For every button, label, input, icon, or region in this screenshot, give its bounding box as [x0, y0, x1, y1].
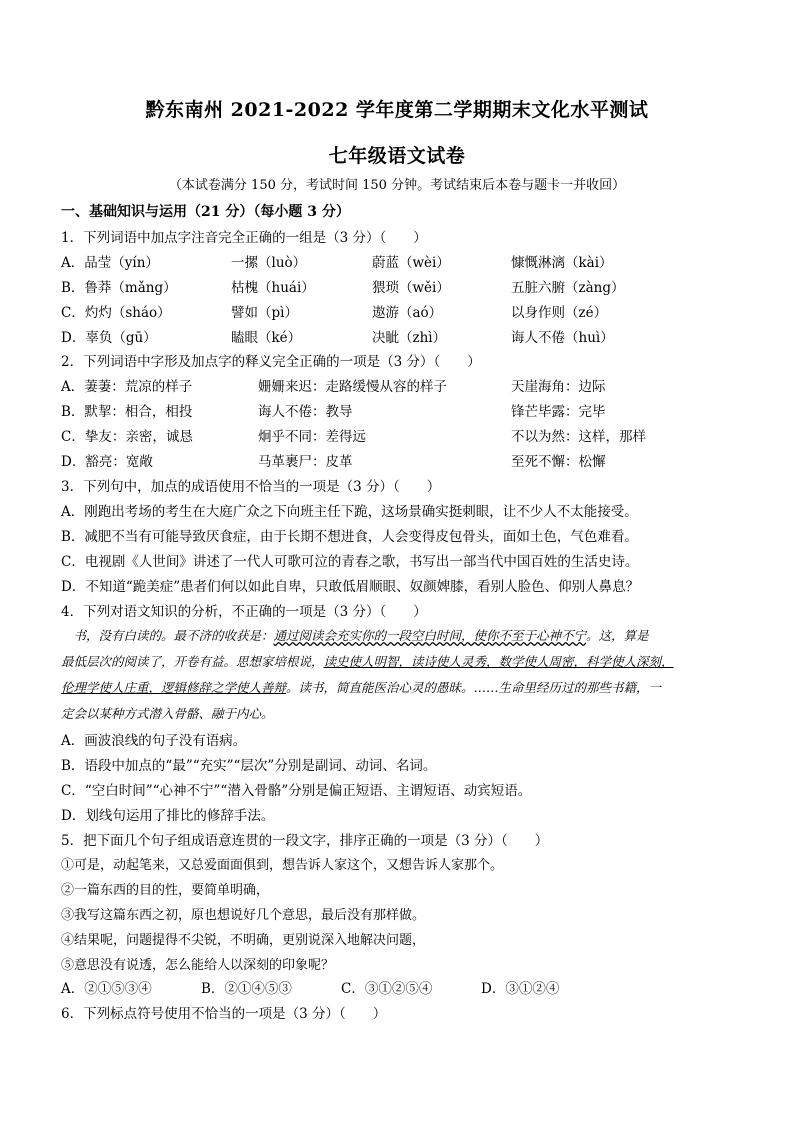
q1-d-4: 诲人不倦（huì）	[511, 330, 614, 346]
q4-option-a: A．画波浪线的句子没有语病。	[61, 733, 247, 749]
q5-sentence-4: ④结果呢，问题提得不尖锐，不明确，更别说深入地解决问题，	[61, 933, 426, 948]
q2-c-3: 不以为然：这样，那样	[511, 429, 646, 445]
q5-sentence-2: ②一篇东西的目的性，要简单明确，	[61, 883, 270, 898]
q2-d-2: 马革裹尸：皮革	[258, 454, 353, 470]
q2-d-1: D．豁亮：宽敞	[61, 454, 153, 470]
q6-stem: 6．下列标点符号使用不恰当的一项是（3 分）（ ）	[61, 1006, 387, 1022]
q4-underlined-2: 伦理学使人庄重，逻辑修辞之学使人善辩	[61, 680, 287, 695]
exam-subtitle: 七年级语文试卷	[328, 145, 466, 167]
q3-option-c: C．电视剧《人世间》讲述了一代人可歌可泣的青春之歌，书写出一部当代中国百姓的生活史诗。	[61, 554, 639, 570]
q4-wavy-sentence: 通过阅读会充实你的一段空白时间，使你不至于心神不宁	[273, 628, 587, 643]
q1-a-1: A．品莹（yín）	[61, 255, 159, 271]
q2-a-1: A．萋萋：荒凉的样子	[61, 379, 193, 395]
q1-b-3: 猥琐（wěi）	[372, 280, 450, 296]
q3-option-d: D．不知道“跪美症”患者们何以如此自卑，只敢低眉顺眼、奴颜婢膝，看别人脸色、仰别人鼻息？	[61, 579, 640, 595]
q5-answer-d: D．③①②④	[481, 981, 560, 997]
q1-a-4: 慷慨淋漓（kài）	[511, 255, 613, 271]
q2-b-1: B．默挈：相合，相投	[61, 404, 193, 420]
q4-underlined-1: 读史使人明智，读诗使人灵秀，数学使人周密，科学使人深刻，	[323, 654, 674, 669]
q2-a-3: 天崖海角：边际	[511, 379, 606, 395]
q1-b-1: B．鲁莽（mǎng）	[61, 280, 177, 296]
q1-stem: 1．下列词语中加点字注音完全正确的一组是（3 分）（ ）	[61, 230, 427, 246]
q1-c-4: 以身作则（zé）	[511, 305, 608, 321]
q5-sentence-5: ⑤意思没有说透，怎么能给人以深刻的印象呢？	[61, 958, 335, 973]
q1-d-1: D．辜负（gū）	[61, 330, 157, 346]
q1-a-2: 一摞（luò）	[231, 255, 307, 271]
q1-c-1: C．灼灼（sháo）	[61, 305, 171, 321]
q4-option-b: B．语段中加点的“最”“充实”“层次”分别是副词、动词、名词。	[61, 758, 437, 774]
section-heading: 一、基础知识与运用（21 分）（每小题 3 分）	[61, 204, 350, 220]
q1-b-2: 枯槐（huái）	[231, 280, 315, 296]
q4-p2a: 最低层次的阅读了，开卷有益。思想家培根说，	[61, 654, 324, 669]
q4-option-d: D．划线句运用了排比的修辞手法。	[61, 808, 275, 824]
q5-answer-b: B．②①④⑤③	[201, 981, 292, 997]
q2-a-2: 姗姗来迟：走路缓慢从容的样子	[258, 379, 447, 395]
q5-sentence-3: ③我写这篇东西之初，原也想说好几个意思，最后没有那样做。	[61, 908, 426, 923]
q1-c-2: 譬如（pì）	[231, 305, 298, 321]
exam-title: 黔东南州 2021-2022 学年度第二学期期末文化水平测试	[145, 99, 649, 121]
q4-p1c: 。这，算是	[586, 628, 649, 643]
q4-p1a: 书，没有白读的。最不济的收获是：	[61, 628, 274, 643]
q4-p3b: 。读书，简直能医治心灵的愚昧。……生命里经历过的那些书籍，一	[286, 680, 662, 695]
q4-option-c: C．“空白时间”“心神不宁”“潜入骨骼”分别是偏正短语、主谓短语、动宾短语。	[61, 783, 532, 799]
q5-answer-c: C．③①②⑤④	[341, 981, 433, 997]
q1-d-3: 决眦（zhì）	[372, 330, 447, 346]
q3-option-b: B．减肥不当有可能导致厌食症，由于长期不想进食，人会变得皮包骨头，面如土色，气色难看。	[61, 529, 638, 545]
q4-passage-line-4: 定会以某种方式潜入骨骼、融于内心。	[61, 706, 274, 721]
exam-note: （本试卷满分 150 分，考试时间 150 分钟。考试结束后本卷与题卡一并收回）	[168, 178, 626, 193]
q4-stem: 4．下列对语文知识的分析，不正确的一项是（3 分）（ ）	[61, 604, 427, 620]
q4-passage-line-1	[61, 626, 741, 644]
q5-stem: 5．把下面几个句子组成语意连贯的一段文字，排序正确的一项是（3 分）（ ）	[61, 833, 549, 849]
q2-c-1: C．挚友：亲密，诚恳	[61, 429, 193, 445]
q1-c-3: 遨游（aó）	[372, 305, 443, 321]
q1-d-2: 瞌眼（ké）	[231, 330, 302, 346]
q1-b-4: 五脏六腑（zàng）	[511, 280, 625, 296]
q2-stem: 2．下列词语中字形及加点字的释义完全正确的一项是（3 分）（ ）	[61, 354, 481, 370]
q5-answer-a: A．②①⑤③④	[61, 981, 152, 997]
q3-option-a: A．刚跑出考场的考生在大庭广众之下向班主任下跪，这场景确实挺刺眼，让不少人不太能接受。	[61, 504, 638, 520]
q2-b-3: 锋芒毕露：完毕	[511, 404, 606, 420]
q2-d-3: 至死不懈：松懈	[511, 454, 606, 470]
q2-c-2: 炯乎不同：差得远	[258, 429, 366, 445]
q1-a-3: 蔚蓝（wèi）	[372, 255, 450, 271]
q5-sentence-1: ①可是，动起笔来，又总爱面面俱到，想告诉人家这个，又想告诉人家那个。	[61, 858, 504, 873]
q4-passage-line-2	[61, 652, 741, 670]
q3-stem: 3．下列句中，加点的成语使用不恰当的一项是（3 分）（ ）	[61, 479, 441, 495]
q2-b-2: 诲人不倦：教导	[258, 404, 353, 420]
q4-passage-line-3	[61, 678, 741, 696]
